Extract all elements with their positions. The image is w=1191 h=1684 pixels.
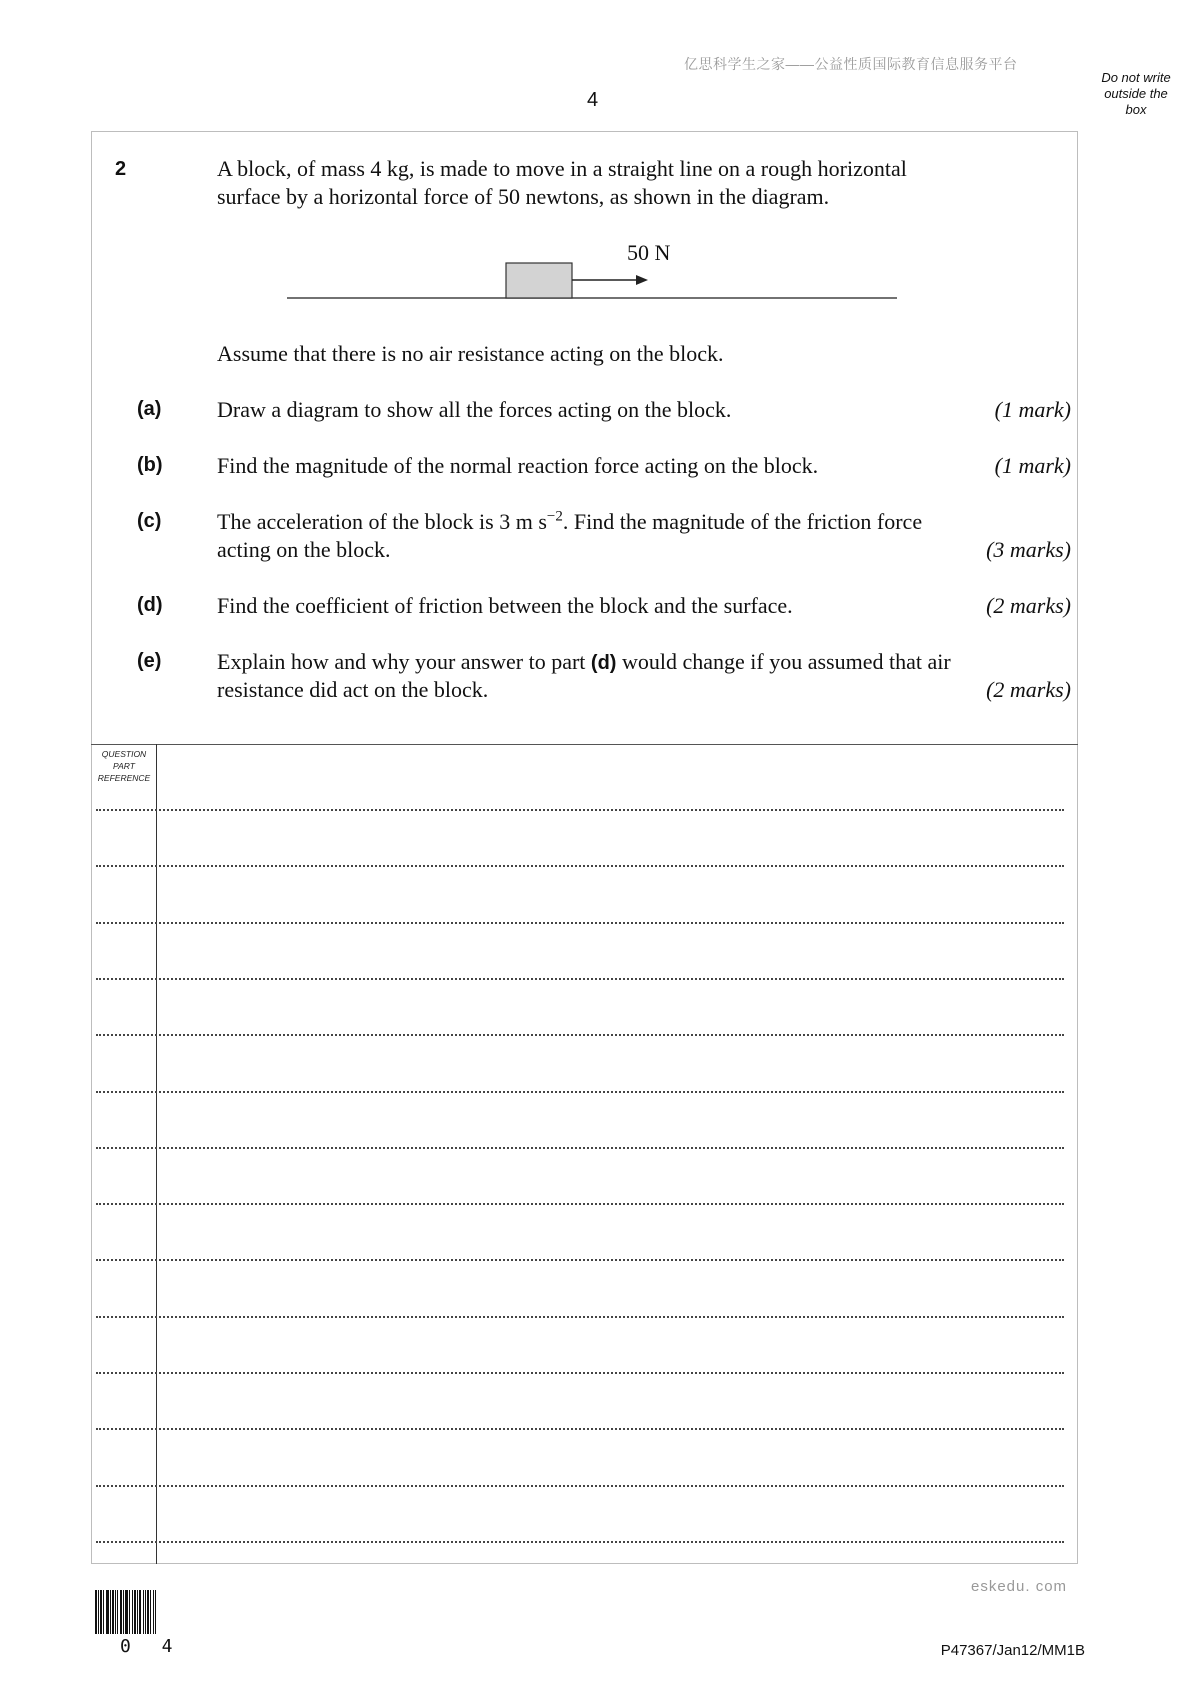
footer-watermark: eskedu. com [971, 1578, 1068, 1595]
assumption-text: Assume that there is no air resistance acting on the block. [217, 341, 724, 366]
answer-line[interactable] [96, 809, 1064, 811]
part-a-marks: (1 mark) [994, 397, 1071, 422]
part-letter-c: (c) [137, 510, 162, 532]
answer-line[interactable] [96, 1091, 1064, 1093]
answer-line[interactable] [96, 1428, 1064, 1430]
part-letter-e: (e) [137, 650, 162, 672]
barcode-digits: 0 4 [120, 1636, 183, 1657]
force-arrow-head [636, 275, 648, 285]
barcode-icon [95, 1590, 195, 1634]
question-part-reference-label: QUESTION PART REFERENCE [97, 749, 151, 783]
reference-column-divider [156, 744, 157, 1564]
part-d-marks: (2 marks) [986, 593, 1071, 618]
part-letter-a: (a) [137, 398, 162, 420]
block [506, 263, 572, 298]
question-intro-line-1: A block, of mass 4 kg, is made to move in a straight line on a rough horizontal [217, 156, 907, 181]
answer-line[interactable] [96, 1541, 1064, 1543]
part-c-marks: (3 marks) [986, 537, 1071, 562]
part-d-text: Find the coefficient of friction between the block and the surface. [217, 593, 793, 618]
question-number: 2 [115, 158, 127, 180]
answer-line[interactable] [96, 1203, 1064, 1205]
part-a-text: Draw a diagram to show all the forces acting on the block. [217, 397, 732, 422]
force-diagram [280, 230, 920, 310]
answer-line[interactable] [96, 1372, 1064, 1374]
part-c-line-2: acting on the block. [217, 537, 391, 562]
answer-line[interactable] [96, 1259, 1064, 1261]
part-c-line-1: The acceleration of the block is 3 m $s^{-2}$. Find the magnitude of the friction force [217, 508, 923, 534]
part-letter-d: (d) [137, 594, 163, 616]
force-label: 50 N [627, 240, 671, 265]
margin-note: Do not write outside the box [1101, 70, 1171, 117]
answer-line[interactable] [96, 1034, 1064, 1036]
part-b-marks: (1 mark) [994, 453, 1071, 478]
answer-line[interactable] [96, 1485, 1064, 1487]
part-e-marks: (2 marks) [986, 677, 1071, 702]
question-intro-line-2: surface by a horizontal force of 50 newtons, as shown in the diagram. [217, 184, 830, 209]
page-number: 4 [587, 89, 599, 111]
question-divider [91, 744, 1078, 745]
part-letter-b: (b) [137, 454, 163, 476]
answer-line[interactable] [96, 1316, 1064, 1318]
answer-line[interactable] [96, 1147, 1064, 1149]
paper-reference: P47367/Jan12/MM1B [940, 1642, 1085, 1659]
part-e-line-2: resistance did act on the block. [217, 677, 489, 702]
answer-line[interactable] [96, 978, 1064, 980]
header-watermark: 亿思科学生之家——公益性质国际教育信息服务平台 [684, 56, 1018, 72]
part-b-text: Find the magnitude of the normal reaction force acting on the block. [217, 453, 819, 478]
part-e-line-1: Explain how and why your answer to part (d) would change if you assumed that air [217, 649, 951, 674]
answer-line[interactable] [96, 865, 1064, 867]
answer-line[interactable] [96, 922, 1064, 924]
